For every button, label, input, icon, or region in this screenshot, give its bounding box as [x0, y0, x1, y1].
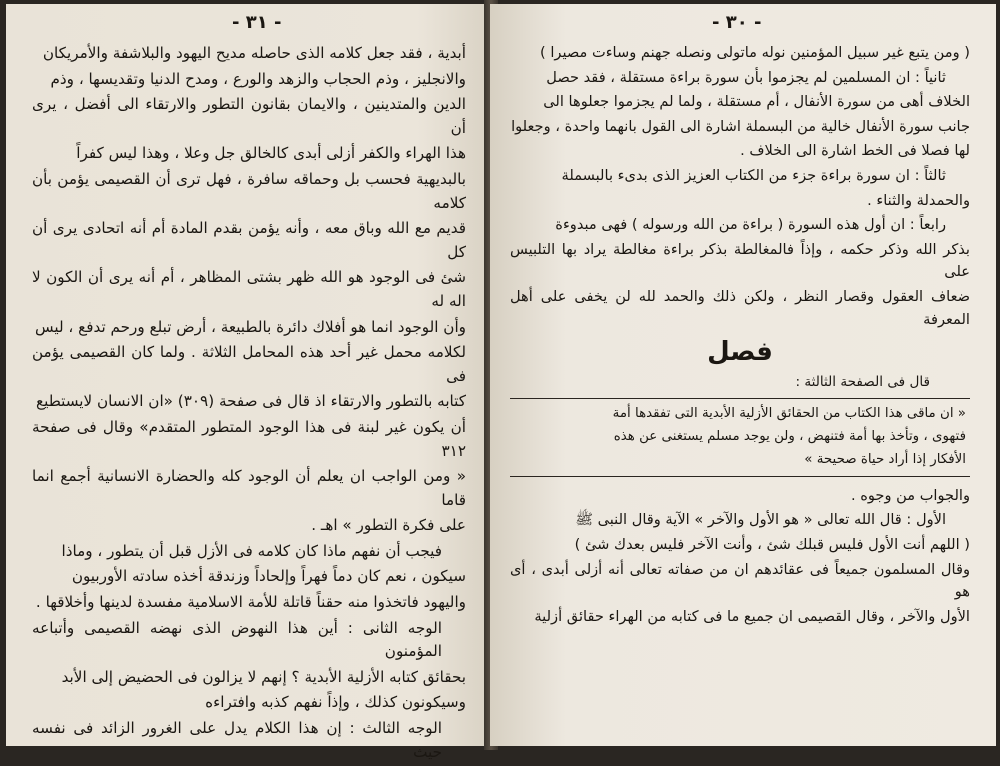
right-page-number: - ٣٠ -	[712, 12, 762, 33]
text-line: قديم مع الله وباق معه ، وأنه يؤمن بقدم المادة أم أنه اتحادى يرى أن كل	[32, 219, 466, 261]
text-line: والجواب من وجوه .	[850, 486, 970, 504]
text-line: ضعاف العقول وقصار النظر ، ولكن ذلك والحمد لله لن يخفى على أهل المعرفة	[510, 287, 970, 328]
subheading: قال فى الصفحة الثالثة :	[795, 374, 930, 391]
text-line: ثالثاً : ان سورة براءة جزء من الكتاب العزيز الذى بدىء بالبسملة	[561, 166, 946, 184]
right-page-body	[510, 42, 970, 630]
text-line: الوجه الثانى : أين هذا النهوض الذى نهضه القصيمى وأتباعه المؤمنون	[32, 618, 442, 661]
text-line: الأول : قال الله تعالى « هو الأول والآخر » الآية وقال النبى ﷺ	[575, 511, 946, 529]
text-line: لكلامه محمل غير أحد هذه المحامل الثلاثة . ولما كان القصيمى يؤمن فى	[32, 343, 466, 385]
text-line: هذا الهراء والكفر أزلى أبدى كالخالق جل وعلا ، وهذا ليس كفراً	[76, 144, 466, 163]
text-line: الوجه الثالث : إن هذا الكلام يدل على الغرور الزائد فى نفسه حيث	[32, 719, 442, 761]
text-line: الخلاف أهى من سورة الأنفال ، أم مستقلة ، ولما لم يجزموا جعلوها الى	[543, 93, 970, 111]
text-line: على فكرة التطور » اهـ .	[311, 516, 466, 535]
left-page	[6, 4, 490, 761]
text-line: وأن الوجود انما هو أفلاك دائرة بالطبيعة ، أرض تبلع ورحم تدفع ، ليس	[35, 317, 466, 336]
text-line: الدين والمتدينين ، والايمان بقانون التطور والارتقاء الى أفضل ، يرى أن	[32, 95, 466, 137]
text-line: سيكون ، نعم كان دماً فهراً وإلحاداً وزندقة أخذه سادته الأوربيون	[71, 567, 466, 586]
quote-line: الأفكار إذا أراد حياة صحيحة »	[804, 451, 966, 467]
left-page-number: - ٣١ -	[232, 12, 282, 33]
text-line: جانب سورة الأنفال خالية من البسملة اشارة الى القول بانهما واحدة ، وجعلوا	[511, 117, 970, 135]
text-line: رابعاً : ان أول هذه السورة ( براءة من الله ورسوله ) فهى مبدوءة	[555, 216, 946, 234]
section-heading: فصل	[707, 337, 773, 368]
text-line: الأول والآخر ، وقال القصيمى ان جميع ما فى كتابه من الهراء حقائق أزلية	[534, 607, 970, 625]
text-line: بالبديهية فحسب بل وحماقه سافرة ، فهل ترى أن القصيمى يؤمن بأن كلامه	[32, 169, 466, 212]
text-line: ( اللهم أنت الأول فليس قبلك شئ ، وأنت الآخر فليس بعدك شئ )	[574, 535, 970, 553]
text-line: أبدية ، فقد جعل كلامه الذى حاصله مديح اليهود والبلاشفة والأمريكان	[42, 44, 466, 62]
left-page-body	[32, 42, 466, 766]
text-line: كتابه بالتطور والارتقاء اذ قال فى صفحة (٣٠٩) «ان الانسان لايستطيع	[36, 392, 466, 411]
text-line: لها فصلا فى الخط اشارة الى الخلاف .	[740, 142, 970, 160]
quote-line: « ان ماقى هذا الكتاب من الحقائق الأزلية الأبدية التى تفقدها أمة	[612, 405, 966, 421]
text-line: « ومن الواجب ان يعلم أن الوجود كله والحضارة الانسانية أجمع انما قاما	[32, 467, 466, 509]
text-line: بذكر الله وذكر حكمه ، وإذاً فالمغالطة بذكر براءة مغالطة يراد بها التلبيس على	[510, 240, 970, 281]
text-line: شئ فى الوجود هو الله ظهر بشتى المظاهر ، أم أنه يرى أن الكون لا اله له	[32, 268, 466, 310]
text-line: والانجليز ، وذم الحجاب والزهد والورع ، ومدح الدنيا وتقديسها ، وذم	[50, 69, 466, 88]
text-line: واليهود فاتخذوا منه حقناً قاتلة للأمة الاسلامية مفسدة لدينها وأخلاقها .	[35, 593, 466, 612]
right-page	[490, 4, 996, 746]
text-line: وقال المسلمون جميعاً فى عقائدهم ان من صفاته تعالى أنه أزلى أبدى ، أى هو	[510, 560, 970, 601]
text-line: وسيكونون كذلك ، وإذاً نفهم كذبه وافتراءه	[205, 693, 466, 712]
text-line: فيجب أن نفهم ماذا كان كلامه فى الأزل قبل أن يتطور ، وماذا	[61, 541, 442, 560]
text-line: ( ومن يتبع غير سبيل المؤمنين نوله ماتولى ونصله جهنم وساءت مصيرا )	[540, 44, 970, 61]
text-line: والحمدلة والثناء .	[867, 191, 970, 209]
text-line: أن يكون غير لبنة فى هذا الوجود المتطور المتقدم» وقال فى صفحة ٣١٢	[32, 417, 466, 460]
quote-line: فتهوى ، وتأخذ بها أمة فتنهض ، ولن يوجد مسلم يستغنى عن هذه	[613, 428, 966, 444]
quote-box	[510, 398, 970, 477]
text-line: ثانياً : ان المسلمين لم يجزموا بأن سورة براءة مستقلة ، فقد حصل	[546, 68, 946, 86]
text-line: بحقائق كتابه الأزلية الأبدية ؟ إنهم لا يزالون فى الحضيض إلى الأبد	[61, 667, 466, 686]
